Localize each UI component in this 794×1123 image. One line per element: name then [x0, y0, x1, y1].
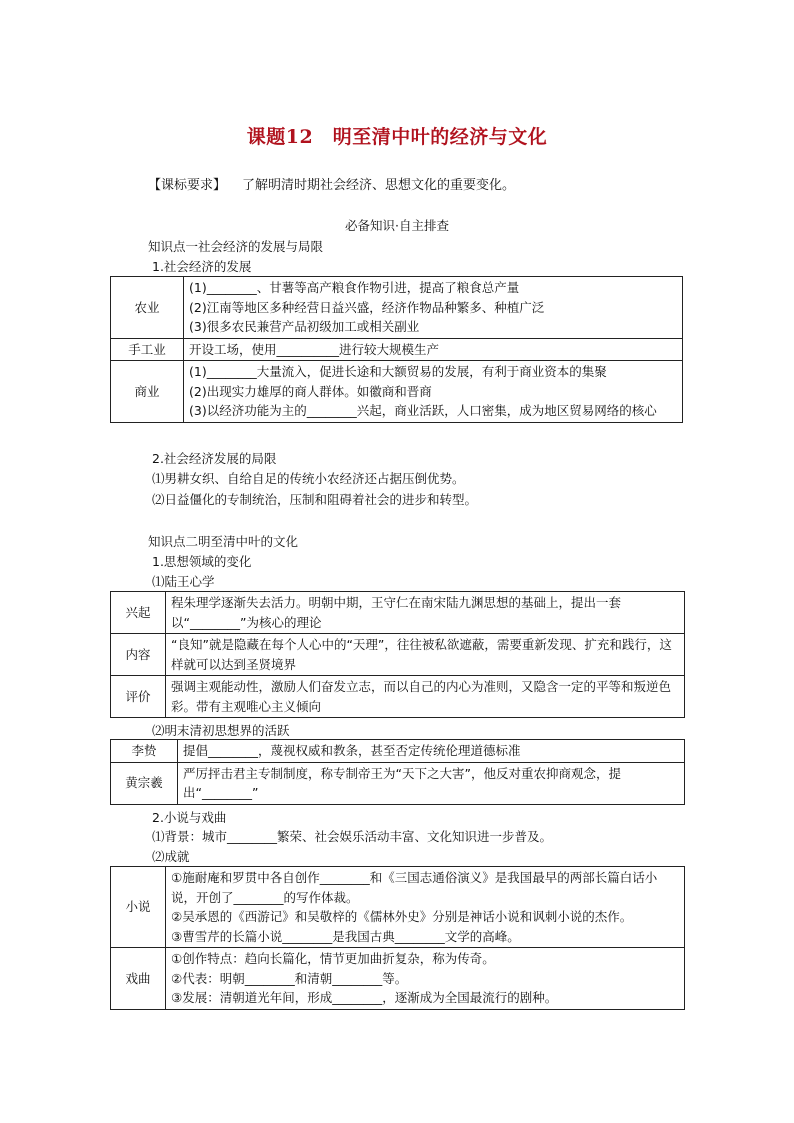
row-content: [166, 867, 685, 948]
economy-table: [110, 276, 683, 423]
limit-item: ⑵日益僵化的专制统治，压制和阻碍着社会的进步和转型。: [152, 492, 478, 507]
row-content: [184, 338, 683, 361]
kp1-sub1: 1.社会经济的发展: [152, 259, 252, 274]
row-line: (2)出现实力雄厚的商人群体。如徽商和晋商: [189, 383, 432, 399]
page-title: 课题12 明至清中叶的经济与文化: [246, 126, 548, 148]
table-row: [111, 361, 683, 423]
row-content: 强调主观能动性，激励人们奋发立志，而以自己的内心为准则，又隐含一定的平等和叛逆色彩。带有主观唯心主义倾向: [166, 676, 685, 718]
row-line: 开设工场，使用__________进行较大规模生产: [189, 341, 440, 357]
row-content: [184, 361, 683, 423]
kp2-sub1: 1.思想领域的变化: [152, 554, 252, 569]
row-content: 严厉抨击君主专制制度，称专制帝王为“天下之大害”，他反对重农抑商观念，提出“________”: [178, 762, 685, 804]
requirement-label: 【课标要求】: [148, 178, 227, 193]
row-line: (2)江南等地区多种经营日益兴盛，经济作物品种繁多、种植广泛: [189, 299, 545, 315]
row-head: 李贽: [111, 740, 178, 763]
row-line: ①施耐庵和罗贯中各自创作________和《三国志通俗演义》是我国最早的两部长篇白话小说，开创了________的写作体裁。: [171, 870, 658, 905]
section-header: 必备知识·自主排查: [345, 218, 449, 233]
table-row: [111, 338, 683, 361]
row-content: “良知”就是隐藏在每个人心中的“天理”，往往被私欲遮蔽，需要重新发现、扩充和践行，这样就可以达到圣贤境界: [166, 634, 685, 676]
row-content: 程朱理学逐渐失去活力。明朝中期，王守仁在南宋陆九渊思想的基础上，提出一套以“________”为核心的理论: [166, 592, 685, 634]
limit-item: ⑴男耕女织、自给自足的传统小农经济还占据压倒优势。: [152, 471, 465, 486]
row-line: ③发展：清朝道光年间，形成________，逐渐成为全国最流行的剧种。: [171, 990, 558, 1005]
row-content: [166, 948, 685, 1010]
table-row: [111, 676, 685, 718]
table-row: [111, 867, 685, 948]
requirement-text: 了解明清时期社会经济、思想文化的重要变化。: [242, 178, 516, 193]
row-head: 小说: [111, 867, 166, 948]
lu-wang-heading: ⑴陆王心学: [152, 574, 215, 589]
table-row: [111, 592, 685, 634]
active-heading: ⑵明末清初思想界的活跃: [152, 723, 290, 738]
row-head: 商业: [111, 361, 184, 423]
row-line: ②代表：明朝________和清朝________等。: [171, 970, 408, 986]
lu-wang-table: [110, 591, 685, 718]
table-row: [111, 277, 683, 339]
table-row: [111, 634, 685, 676]
table-row: [111, 762, 685, 804]
row-line: (1)________大量流入，促进长途和大额贸易的发展，有利于商业资本的集聚: [189, 364, 607, 379]
row-head: 内容: [111, 634, 166, 676]
row-line: ②吴承恩的《西游记》和吴敬梓的《儒林外史》分别是神话小说和讽刺小说的杰作。: [171, 909, 633, 924]
kp2-sub2: 2.小说与戏曲: [152, 810, 227, 825]
row-head: 戏曲: [111, 948, 166, 1010]
row-head: 黄宗羲: [111, 762, 178, 804]
row-line: (3)很多农民兼营产品初级加工或相关副业: [189, 319, 420, 334]
row-head: 兴起: [111, 592, 166, 634]
kp1-title: 知识点一社会经济的发展与局限: [148, 239, 324, 254]
row-line: (3)以经济功能为主的________兴起，商业活跃，人口密集，成为地区贸易网络的核心: [189, 403, 657, 418]
row-content: [184, 277, 683, 339]
literature-table: [110, 866, 685, 1010]
thinkers-table: [110, 739, 685, 805]
row-head: 农业: [111, 277, 184, 339]
table-row: [111, 740, 685, 763]
achievements-heading: ⑵成就: [152, 849, 190, 864]
background-line: ⑴背景：城市________繁荣、社会娱乐活动丰富、文化知识进一步普及。: [152, 829, 553, 844]
requirement: [148, 174, 515, 193]
table-row: [111, 948, 685, 1010]
row-head: 评价: [111, 676, 166, 718]
row-line: ①创作特点：趋向长篇化，情节更加曲折复杂，称为传奇。: [171, 951, 495, 966]
row-line: (1)________、甘薯等高产粮食作物引进，提高了粮食总产量: [189, 280, 520, 295]
kp2-title: 知识点二明至清中叶的文化: [148, 534, 299, 549]
row-head: 手工业: [111, 338, 184, 361]
kp1-sub2: 2.社会经济发展的局限: [152, 451, 277, 466]
row-content: 提倡________，蔑视权威和教条，甚至否定传统伦理道德标准: [178, 740, 685, 763]
row-line: ③曹雪芹的长篇小说________是我国古典________文学的高峰。: [171, 928, 520, 944]
